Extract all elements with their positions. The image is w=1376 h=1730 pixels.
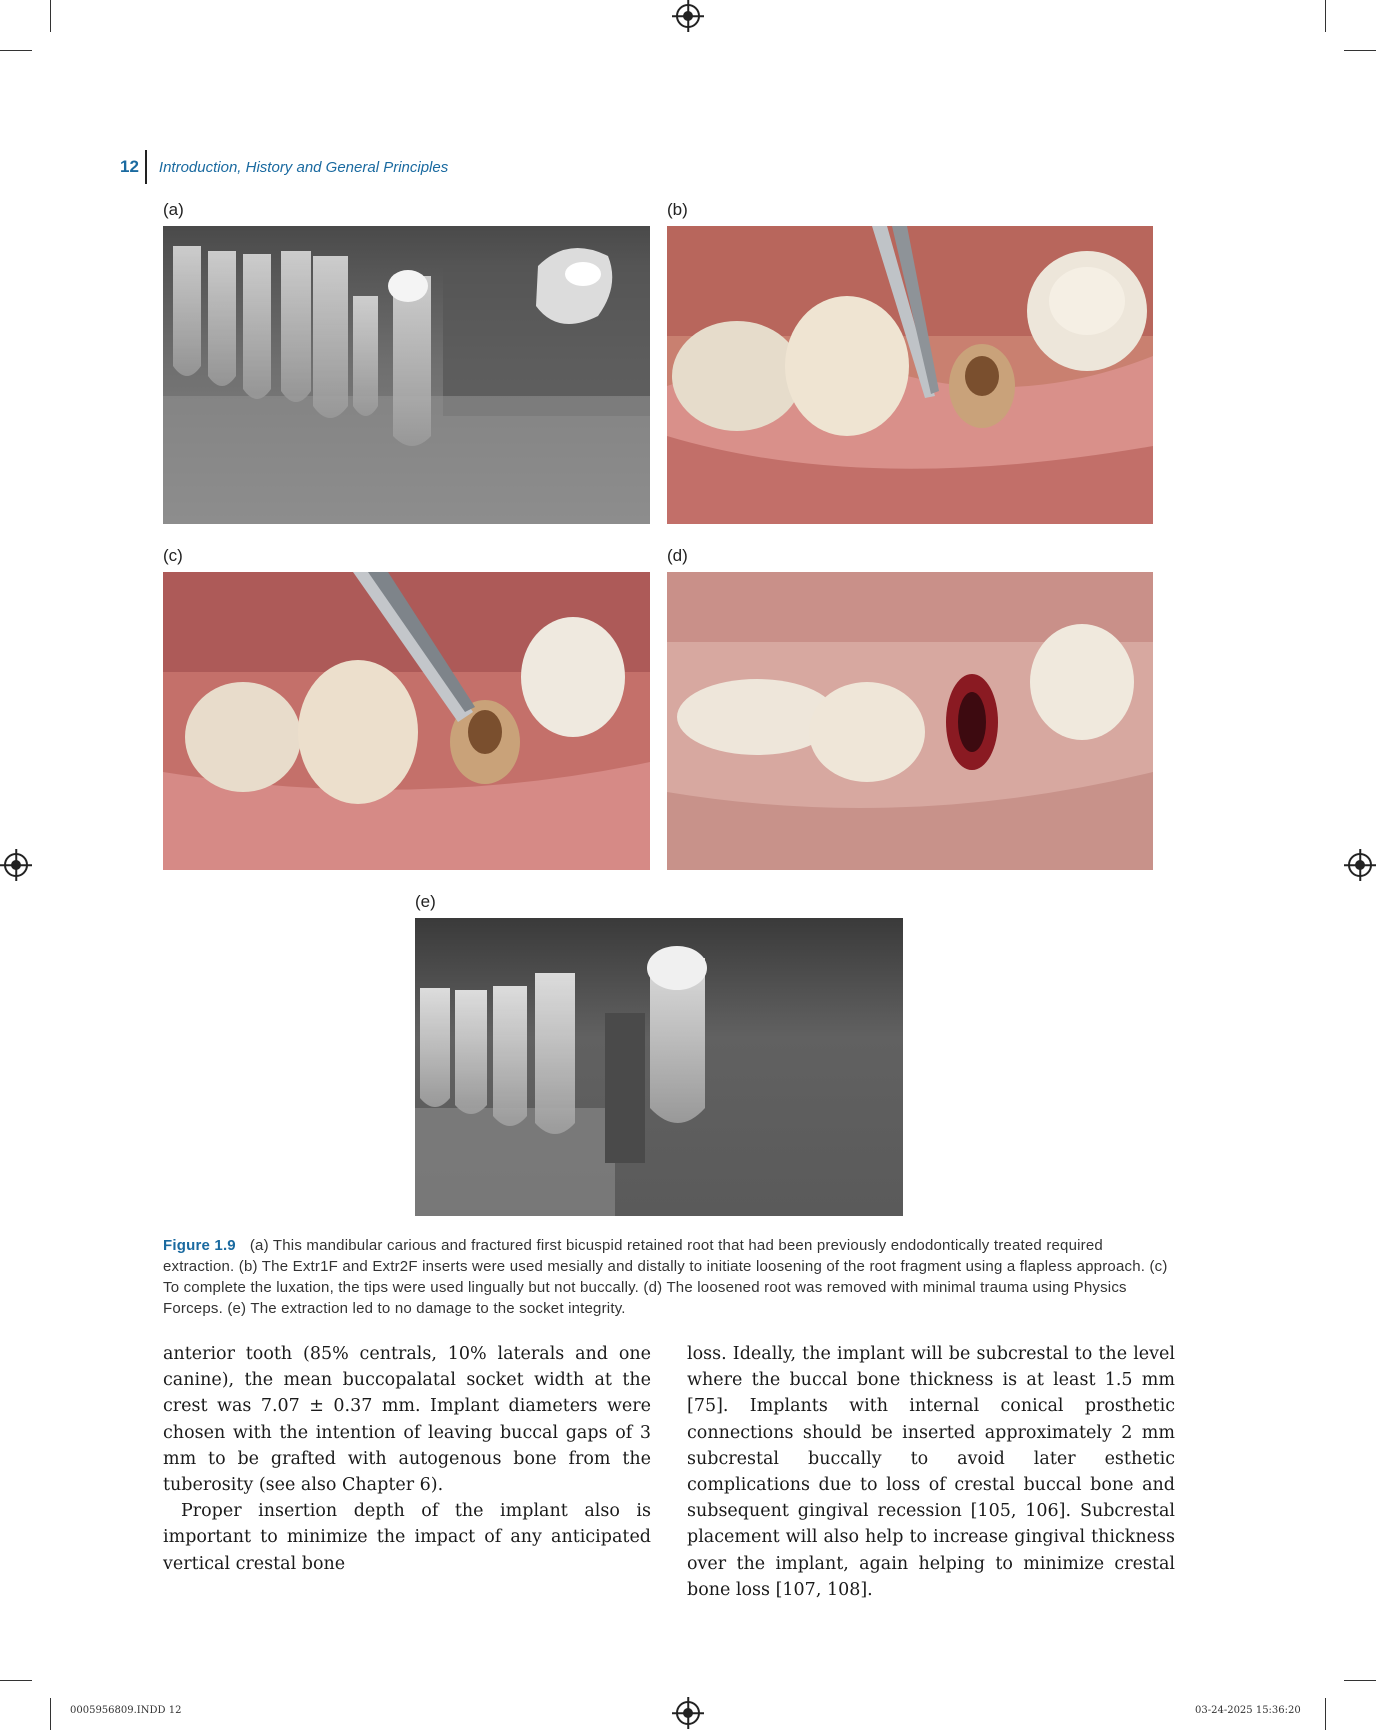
figure-label: Figure 1.9 [163,1237,236,1254]
clinical-photo-panel-b [667,226,1153,524]
crop-mark [1344,50,1376,51]
footer-timestamp: 03-24-2025 15:36:20 [1195,1705,1301,1716]
panel-label-e: (e) [415,892,436,911]
panel-label-a: (a) [163,200,184,219]
crop-mark [1344,1680,1376,1681]
registration-mark-icon [676,1701,700,1725]
caption-text: (a) This mandibular carious and fractured first bicuspid retained root that had been previously endodontically treated required extraction. (b) The Extr1F and Extr2F inserts were used mesially and distally to initiate loosening of the root fragment using a flapless approach. (c) To complete the luxation, the tips were used lingually but not buccally. (d) The loosened root was removed with minimal trauma using Physics Forceps. (e) The extraction led to no damage to the socket integrity. [163,1237,1168,1317]
radiograph-panel-a [163,226,650,524]
page-number: 12 [120,157,139,176]
crop-mark [50,0,51,32]
registration-mark-icon [676,4,700,28]
header-divider [145,150,147,184]
crop-mark [1325,0,1326,32]
running-head [120,150,448,184]
registration-mark-icon [4,853,28,877]
body-column-right [687,1341,1175,1603]
chapter-title: Introduction, History and General Principles [158,158,449,176]
body-paragraph: Proper insertion depth of the implant also is important to minimize the impact of any anticipated vertical crestal bone [163,1501,651,1574]
footer-file-info: 0005956809.INDD 12 [70,1705,182,1716]
panel-label-c: (c) [163,546,183,565]
body-paragraph: anterior tooth (85% centrals, 10% laterals and one canine), the mean buccopalatal socket width at the crest was 7.07 ± 0.37 mm. Implant diameters were chosen with the intention of leaving buccal gaps of 3 mm to be grafted with autogenous bone from the tuberosity (see also Chapter 6). [163,1344,651,1496]
clinical-photo-panel-d [667,572,1153,870]
panel-label-d: (d) [667,546,688,565]
figure-caption [163,1235,1173,1319]
body-paragraph: loss. Ideally, the implant will be subcrestal to the level where the buccal bone thickness is at least 1.5 mm [75]. Implants with internal conical prosthetic connections should be inserted approximately 2 mm subcrestal buccally to avoid later esthetic complications due to loss of crestal buccal bone and subsequent gingival recession [105, 106]. Subcrestal placement will also help to increase gingival thickness over the implant, again helping to minimize crestal bone loss [107, 108]. [687,1344,1175,1600]
registration-mark-icon [1348,853,1372,877]
clinical-photo-panel-c [163,572,650,870]
crop-mark [0,50,32,51]
body-column-left [163,1341,651,1577]
crop-mark [0,1680,32,1681]
radiograph-panel-e [415,918,903,1216]
panel-label-b: (b) [667,200,688,219]
crop-mark [50,1698,51,1730]
crop-mark [1325,1698,1326,1730]
